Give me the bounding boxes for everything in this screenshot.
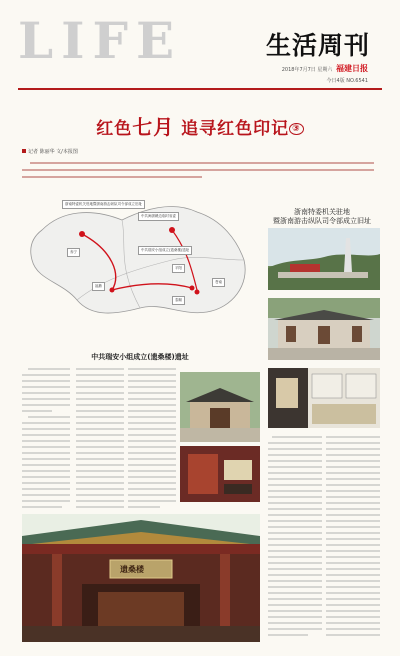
issue-number: ③ <box>289 123 304 135</box>
map-point-1 <box>79 231 85 237</box>
body-column-2-text <box>76 366 124 511</box>
intro-lines <box>22 160 378 182</box>
date-text: 2018年7月7日 星期六 <box>281 67 333 73</box>
exhibit-photo <box>180 446 260 502</box>
byline: 记者 陈丽华 文/本报图 <box>22 148 78 155</box>
route-map <box>22 190 254 320</box>
site-caption-line1: 浙南特委机关驻地 <box>294 208 350 216</box>
body-column-4-text <box>268 434 322 642</box>
headline-part1: 红色 <box>96 119 133 139</box>
body-column-2 <box>76 366 124 511</box>
headline-part3: 追寻红色印记 <box>181 119 290 139</box>
monument-photo <box>268 228 380 290</box>
exhibit-photo-image <box>180 446 260 502</box>
map-label-8: 苍南 <box>212 278 225 287</box>
body-column-3 <box>128 366 176 511</box>
map-label-3: 寿宁 <box>67 248 80 257</box>
map-graphic <box>22 190 254 320</box>
section-title-ruian: 中共瑞安小组成立(遗桑楼)遗址 <box>91 353 189 361</box>
building-photo <box>268 298 380 360</box>
headline-part2: 七月 <box>132 115 175 139</box>
map-label-1: 浙南特委机关驻地暨浙南游击纵队司令部成立旧址 <box>62 200 145 209</box>
interior-photo <box>268 368 380 428</box>
map-point-4 <box>190 286 195 291</box>
hall-photo-image <box>180 372 260 442</box>
body-column-1 <box>22 366 70 511</box>
newspaper-logo: 福建日报 <box>336 64 368 73</box>
map-point-2 <box>169 227 175 233</box>
map-label-5: 福鼎 <box>92 282 105 291</box>
map-label-6: 平阳 <box>172 264 185 273</box>
hall-photo <box>180 372 260 442</box>
monument-photo-image <box>268 228 380 290</box>
map-point-5 <box>195 290 200 295</box>
gate-sign: 遗桑楼 <box>120 564 144 574</box>
headline <box>0 116 400 140</box>
section-title: 生活周刊 <box>265 31 370 60</box>
site-caption-line2: 暨浙南游击纵队司令部成立旧址 <box>273 217 371 225</box>
page-number: 今日4版 NO.6541 <box>326 78 368 84</box>
masthead-rule <box>18 88 382 90</box>
map-label-7: 泰顺 <box>172 296 185 305</box>
body-column-3-text <box>128 366 176 511</box>
interior-photo-image <box>268 368 380 428</box>
gate-photo-image <box>22 514 260 642</box>
map-label-4: 中共瑞安小组成立(遗桑楼)遗址 <box>138 246 192 255</box>
gate-photo <box>22 514 260 642</box>
map-label-2: 中共闽浙赣边临时省委 <box>138 212 179 221</box>
body-column-5-text <box>326 434 380 642</box>
body-column-5 <box>326 434 380 642</box>
issue-date <box>282 66 368 73</box>
body-column-1-text <box>22 366 70 511</box>
intro-text-lines <box>22 160 378 182</box>
life-logo: LIFE <box>18 11 183 70</box>
masthead <box>0 0 400 88</box>
site-caption <box>262 208 382 226</box>
building-photo-image <box>268 298 380 360</box>
map-point-3 <box>110 288 115 293</box>
body-column-4 <box>268 434 322 642</box>
